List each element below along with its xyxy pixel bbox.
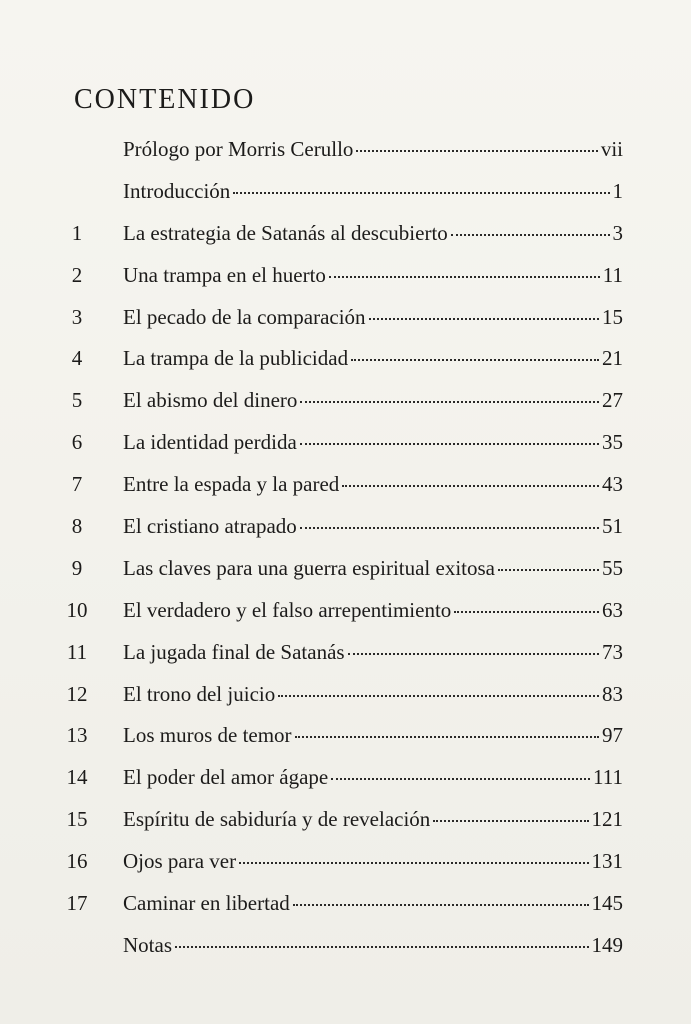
dot-leader	[278, 695, 599, 697]
chapter-number: 10	[66, 597, 88, 622]
dot-leader	[295, 736, 599, 738]
chapter-title: Una trampa en el huerto	[123, 262, 326, 287]
chapter-number: 4	[71, 346, 83, 371]
chapter-title: El pecado de la comparación	[123, 304, 366, 329]
page-number: 55	[602, 555, 623, 580]
page-number: 51	[602, 514, 623, 539]
chapter-number: 17	[66, 891, 88, 916]
toc-entry-line	[123, 385, 623, 415]
toc-entry-line	[123, 134, 623, 164]
toc-entry-line	[123, 260, 623, 290]
toc-entry-line	[123, 846, 623, 876]
toc-entry-chapter-15	[0, 804, 691, 846]
chapter-number: 3	[71, 304, 83, 329]
toc-entry-line	[123, 888, 623, 918]
toc-entry-line	[123, 720, 623, 750]
chapter-title: La trampa de la publicidad	[123, 346, 349, 371]
chapter-title: Entre la espada y la pared	[123, 472, 340, 497]
chapter-number: 2	[71, 262, 83, 287]
dot-leader	[454, 611, 599, 613]
toc-entry-line	[123, 427, 623, 457]
chapter-number: 8	[71, 514, 83, 539]
chapter-title: El cristiano atrapado	[123, 514, 297, 539]
page-number: 21	[602, 346, 623, 371]
dot-leader	[300, 401, 599, 403]
page-number: 149	[591, 932, 623, 957]
chapter-number: 14	[66, 765, 88, 790]
toc-entry-line	[123, 218, 623, 248]
dot-leader	[369, 318, 599, 320]
toc-entry-line	[123, 930, 623, 960]
toc-entry-chapter-1	[0, 218, 691, 260]
page-number: 3	[612, 220, 623, 245]
chapter-number: 6	[71, 430, 83, 455]
dot-leader	[498, 569, 599, 571]
chapter-title: La identidad perdida	[123, 430, 297, 455]
dot-leader	[433, 820, 588, 822]
toc-entry-chapter-4	[0, 343, 691, 385]
toc-entry-line	[123, 679, 623, 709]
toc-entry-prologo	[0, 134, 691, 176]
chapter-number: 9	[71, 555, 83, 580]
toc-entry-chapter-5	[0, 385, 691, 427]
chapter-title: Las claves para una guerra espiritual exitosa	[123, 555, 496, 580]
page-number: 121	[591, 807, 623, 832]
chapter-number: 7	[71, 472, 83, 497]
chapter-title: Notas	[123, 932, 172, 957]
toc-entry-chapter-8	[0, 511, 691, 553]
toc-entry-line	[123, 595, 623, 625]
chapter-number: 16	[66, 849, 88, 874]
toc-entry-chapter-3	[0, 302, 691, 344]
page-number: 11	[602, 262, 623, 287]
toc-entry-line	[123, 637, 623, 667]
page-number: 63	[602, 597, 623, 622]
page-number: 35	[602, 430, 623, 455]
chapter-number: 12	[66, 681, 88, 706]
dot-leader	[329, 276, 600, 278]
chapter-title: Caminar en libertad	[123, 891, 290, 916]
dot-leader	[239, 862, 588, 864]
toc-entry-line	[123, 302, 623, 332]
page-number: 15	[602, 304, 623, 329]
chapter-title: El abismo del dinero	[123, 388, 298, 413]
chapter-title: La estrategia de Satanás al descubierto	[123, 220, 448, 245]
toc-entry-chapter-13	[0, 720, 691, 762]
toc-entry-chapter-7	[0, 469, 691, 511]
toc-entry-line	[123, 804, 623, 834]
dot-leader	[175, 946, 589, 948]
toc-entry-line	[123, 762, 623, 792]
toc-entry-introduccion	[0, 176, 691, 218]
chapter-title: Los muros de temor	[123, 723, 292, 748]
table-of-contents	[0, 134, 691, 972]
toc-entry-line	[123, 511, 623, 541]
toc-entry-chapter-12	[0, 679, 691, 721]
chapter-number: 11	[66, 639, 88, 664]
chapter-title: Introducción	[123, 178, 231, 203]
toc-entry-line	[123, 176, 623, 206]
toc-entry-chapter-16	[0, 846, 691, 888]
page-title: CONTENIDO	[74, 84, 256, 115]
page-number: 83	[602, 681, 623, 706]
chapter-title: Prólogo por Morris Cerullo	[123, 137, 354, 161]
page-number: 97	[602, 723, 623, 748]
chapter-title: El poder del amor ágape	[123, 765, 329, 790]
toc-entry-chapter-10	[0, 595, 691, 637]
dot-leader	[233, 192, 609, 194]
page-number: 73	[602, 639, 623, 664]
page-number: 1	[612, 178, 623, 203]
dot-leader	[342, 485, 599, 487]
toc-entry-line	[123, 553, 623, 583]
page-number: vii	[600, 137, 623, 161]
toc-entry-notas	[0, 930, 691, 972]
chapter-title: La jugada final de Satanás	[123, 639, 345, 664]
chapter-title: Espíritu de sabiduría y de revelación	[123, 807, 431, 832]
toc-entry-chapter-2	[0, 260, 691, 302]
toc-entry-chapter-9	[0, 553, 691, 595]
toc-entry-chapter-11	[0, 637, 691, 679]
toc-entry-line	[123, 343, 623, 373]
dot-leader	[348, 653, 599, 655]
chapter-number: 5	[71, 388, 83, 413]
page-number: 27	[602, 388, 623, 413]
chapter-number: 13	[66, 723, 88, 748]
dot-leader	[451, 234, 610, 236]
dot-leader	[356, 150, 597, 152]
page-number: 43	[602, 472, 623, 497]
dot-leader	[293, 904, 589, 906]
toc-entry-chapter-17	[0, 888, 691, 930]
toc-entry-line	[123, 469, 623, 499]
dot-leader	[331, 778, 590, 780]
toc-entry-chapter-14	[0, 762, 691, 804]
chapter-title: El trono del juicio	[123, 681, 276, 706]
dot-leader	[300, 443, 599, 445]
dot-leader	[300, 527, 599, 529]
page-number: 111	[593, 765, 623, 790]
chapter-title: Ojos para ver	[123, 849, 237, 874]
page-number: 145	[591, 891, 623, 916]
chapter-title: El verdadero y el falso arrepentimiento	[123, 597, 452, 622]
chapter-number: 15	[66, 807, 88, 832]
chapter-number: 1	[71, 220, 83, 245]
dot-leader	[351, 359, 599, 361]
page-number: 131	[591, 849, 623, 874]
toc-entry-chapter-6	[0, 427, 691, 469]
